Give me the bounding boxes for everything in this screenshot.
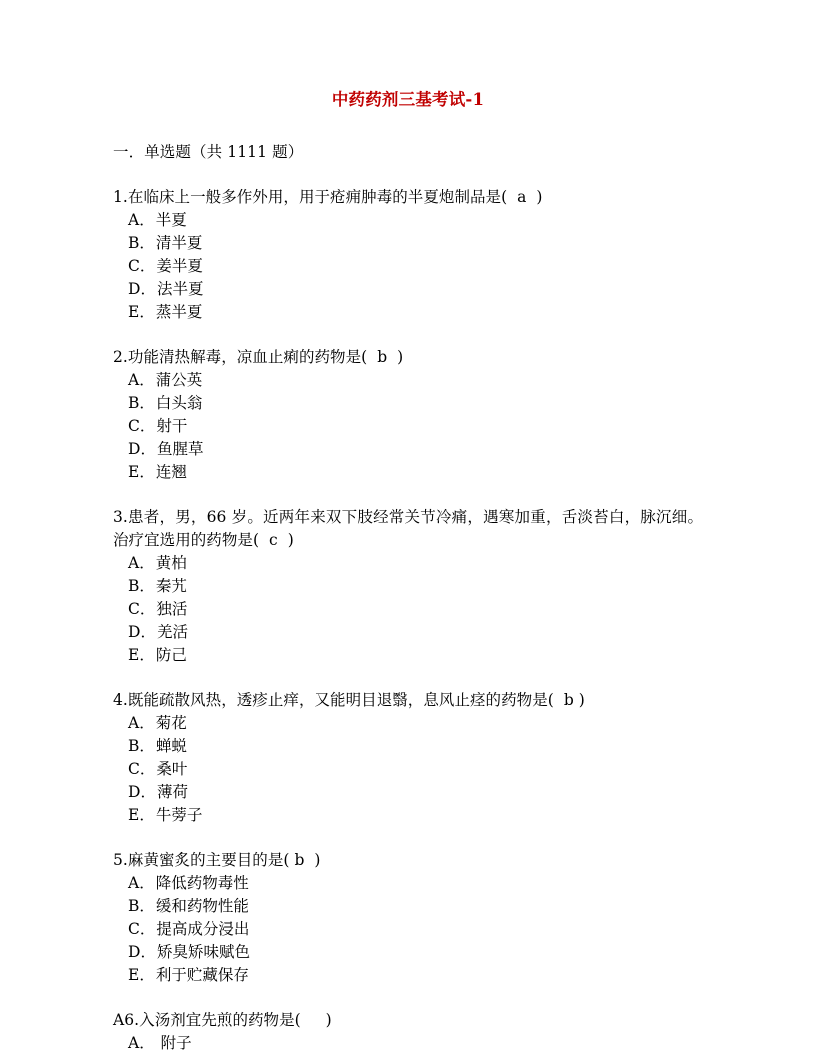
question-text: 既能疏散风热，透疹止痒，又能明目退翳，息风止痉的药物是 — [127, 691, 548, 709]
option-letter: C — [128, 417, 140, 435]
question-number: 5. — [113, 851, 128, 869]
option-text: 提高成分浸出 — [156, 920, 250, 938]
option-text: 白头翁 — [155, 394, 203, 412]
option-item[interactable] — [113, 301, 703, 324]
option-separator: ． — [139, 303, 154, 321]
option-letter: B — [128, 394, 140, 412]
answer-mark[interactable]: b — [553, 691, 579, 709]
option-item[interactable] — [113, 369, 703, 392]
option-item[interactable] — [113, 392, 703, 415]
question-stem — [113, 186, 703, 209]
option-item[interactable] — [113, 461, 703, 484]
option-item[interactable] — [113, 644, 703, 667]
option-separator: ． — [139, 646, 154, 664]
option-item[interactable] — [113, 552, 703, 575]
question-stem — [113, 1009, 703, 1032]
option-separator: ． — [139, 806, 154, 824]
answer-paren-close: ) — [325, 1011, 332, 1029]
option-text: 鱼腥草 — [156, 440, 204, 458]
option-list — [113, 552, 703, 667]
option-separator: ． — [139, 874, 154, 892]
option-item[interactable] — [113, 895, 703, 918]
option-item[interactable] — [113, 964, 703, 987]
question-item — [113, 689, 703, 827]
option-letter: B — [128, 577, 140, 595]
option-separator: ． — [139, 737, 154, 755]
option-list — [113, 209, 703, 324]
option-item[interactable] — [113, 415, 703, 438]
question-number: 1. — [113, 188, 128, 206]
answer-paren-close: ) — [314, 851, 321, 869]
option-separator: ． — [140, 783, 155, 801]
option-letter: E — [128, 303, 140, 321]
option-separator: ． — [140, 280, 155, 298]
option-item[interactable] — [113, 209, 703, 232]
option-text: 姜半夏 — [156, 257, 203, 275]
option-separator: ． — [139, 897, 154, 915]
option-list — [113, 712, 703, 827]
option-letter: B — [128, 737, 140, 755]
option-text: 蝉蜕 — [155, 737, 187, 755]
option-list — [113, 369, 703, 484]
question-item — [113, 186, 703, 324]
option-separator: ． — [139, 714, 154, 732]
option-text: 半夏 — [155, 211, 187, 229]
option-text: 射干 — [156, 417, 188, 435]
question-item — [113, 346, 703, 484]
question-number: 2. — [113, 348, 128, 366]
option-separator: ． — [139, 1034, 154, 1052]
option-text: 黄柏 — [155, 554, 187, 572]
answer-paren-close: ) — [536, 188, 543, 206]
option-item[interactable] — [113, 941, 703, 964]
option-item[interactable] — [113, 804, 703, 827]
question-item — [113, 849, 703, 987]
option-item[interactable] — [113, 621, 703, 644]
option-letter: C — [128, 760, 140, 778]
option-text: 防己 — [155, 646, 187, 664]
option-separator: ． — [139, 463, 154, 481]
question-stem — [113, 346, 703, 369]
question-text: 患者，男，66 岁。近两年来双下肢经常关节冷痛，遇寒加重，舌淡苔白，脉沉细。治疗宜选用的药物是 — [113, 508, 703, 549]
option-item[interactable] — [113, 712, 703, 735]
answer-mark[interactable] — [301, 1011, 326, 1029]
option-letter: B — [128, 234, 140, 252]
answer-paren-open: ( — [283, 851, 290, 869]
option-text: 牛蒡子 — [155, 806, 203, 824]
option-letter: C — [128, 600, 140, 618]
question-number: 3. — [113, 508, 128, 526]
option-separator: ． — [139, 257, 155, 275]
option-text: 法半夏 — [156, 280, 204, 298]
option-separator: ． — [139, 600, 155, 618]
option-item[interactable] — [113, 598, 703, 621]
answer-paren-open: ( — [294, 1011, 301, 1029]
option-letter: A — [128, 874, 140, 892]
option-text: 桑叶 — [156, 760, 188, 778]
option-separator: ． — [139, 920, 155, 938]
option-text: 矫臭矫味赋色 — [156, 943, 250, 961]
answer-paren-close: ) — [397, 348, 404, 366]
option-separator: ． — [139, 554, 154, 572]
option-item[interactable] — [113, 1032, 703, 1055]
answer-paren-close: ) — [287, 531, 294, 549]
option-text: 独活 — [156, 600, 188, 618]
option-item[interactable] — [113, 758, 703, 781]
option-list — [113, 1032, 703, 1055]
option-letter: E — [128, 463, 140, 481]
option-item[interactable] — [113, 918, 703, 941]
option-separator: ． — [139, 234, 154, 252]
option-letter: C — [128, 257, 140, 275]
option-text: 薄荷 — [156, 783, 188, 801]
option-letter: D — [128, 943, 141, 961]
question-item — [113, 1009, 703, 1055]
question-stem — [113, 506, 703, 552]
option-text: 连翘 — [155, 463, 187, 481]
option-separator: ． — [140, 623, 155, 641]
answer-paren-open: ( — [501, 188, 508, 206]
option-separator: ． — [139, 966, 154, 984]
option-list — [113, 872, 703, 987]
question-item — [113, 506, 703, 667]
option-item[interactable] — [113, 438, 703, 461]
option-item[interactable] — [113, 575, 703, 598]
option-item[interactable] — [113, 781, 703, 804]
option-text: 羌活 — [156, 623, 188, 641]
answer-mark[interactable]: b — [367, 348, 398, 366]
option-item[interactable] — [113, 255, 703, 278]
option-text: 蒲公英 — [155, 371, 203, 389]
answer-paren-close: ) — [578, 691, 585, 709]
option-item[interactable] — [113, 735, 703, 758]
option-letter: D — [128, 280, 141, 298]
option-separator: ． — [140, 440, 155, 458]
answer-mark[interactable]: a — [507, 188, 537, 206]
option-text: 缓和药物性能 — [155, 897, 249, 915]
answer-paren-open: ( — [547, 691, 554, 709]
option-letter: D — [128, 623, 141, 641]
option-text: 秦艽 — [155, 577, 187, 595]
option-item[interactable] — [113, 232, 703, 255]
answer-paren-open: ( — [252, 531, 260, 549]
question-text: 入汤剂宜先煎的药物是 — [139, 1011, 295, 1029]
option-item[interactable] — [113, 872, 703, 895]
section-heading: 一．单选题（共 1111 题） — [113, 143, 304, 161]
question-text: 功能清热解毒，凉血止痢的药物是 — [127, 348, 362, 366]
option-text: 利于贮藏保存 — [155, 966, 249, 984]
option-text: 附子 — [155, 1034, 192, 1052]
option-item[interactable] — [113, 278, 703, 301]
option-letter: C — [128, 920, 140, 938]
option-letter: B — [128, 897, 140, 915]
option-separator: ． — [139, 211, 154, 229]
option-separator: ． — [139, 417, 155, 435]
question-number: A6. — [113, 1011, 140, 1029]
option-letter: E — [128, 646, 140, 664]
answer-mark[interactable]: c — [259, 531, 288, 549]
question-stem — [113, 689, 703, 712]
option-text: 菊花 — [155, 714, 187, 732]
option-separator: ． — [139, 394, 154, 412]
option-text: 蒸半夏 — [155, 303, 203, 321]
question-stem — [113, 849, 703, 872]
option-separator: ． — [139, 577, 154, 595]
option-letter: A — [128, 714, 140, 732]
option-text: 降低药物毒性 — [155, 874, 249, 892]
option-letter: D — [128, 783, 141, 801]
option-letter: E — [128, 806, 140, 824]
answer-mark[interactable]: b — [289, 851, 315, 869]
option-separator: ． — [140, 943, 155, 961]
option-letter: E — [128, 966, 140, 984]
answer-paren-open: ( — [361, 348, 368, 366]
option-letter: A — [128, 554, 140, 572]
page-title: 中药药剂三基考试-1 — [331, 90, 485, 109]
question-number: 4. — [113, 691, 128, 709]
option-text: 清半夏 — [155, 234, 203, 252]
option-letter: A — [128, 371, 140, 389]
option-separator: ． — [139, 760, 155, 778]
question-list — [113, 186, 703, 1055]
option-letter: D — [128, 440, 141, 458]
option-separator: ． — [139, 371, 154, 389]
question-text: 麻黄蜜炙的主要目的是 — [127, 851, 284, 869]
option-letter: A — [128, 211, 140, 229]
option-letter: A — [128, 1034, 140, 1052]
question-text: 在临床上一般多作外用，用于疮痈肿毒的半夏炮制品是 — [127, 188, 502, 206]
